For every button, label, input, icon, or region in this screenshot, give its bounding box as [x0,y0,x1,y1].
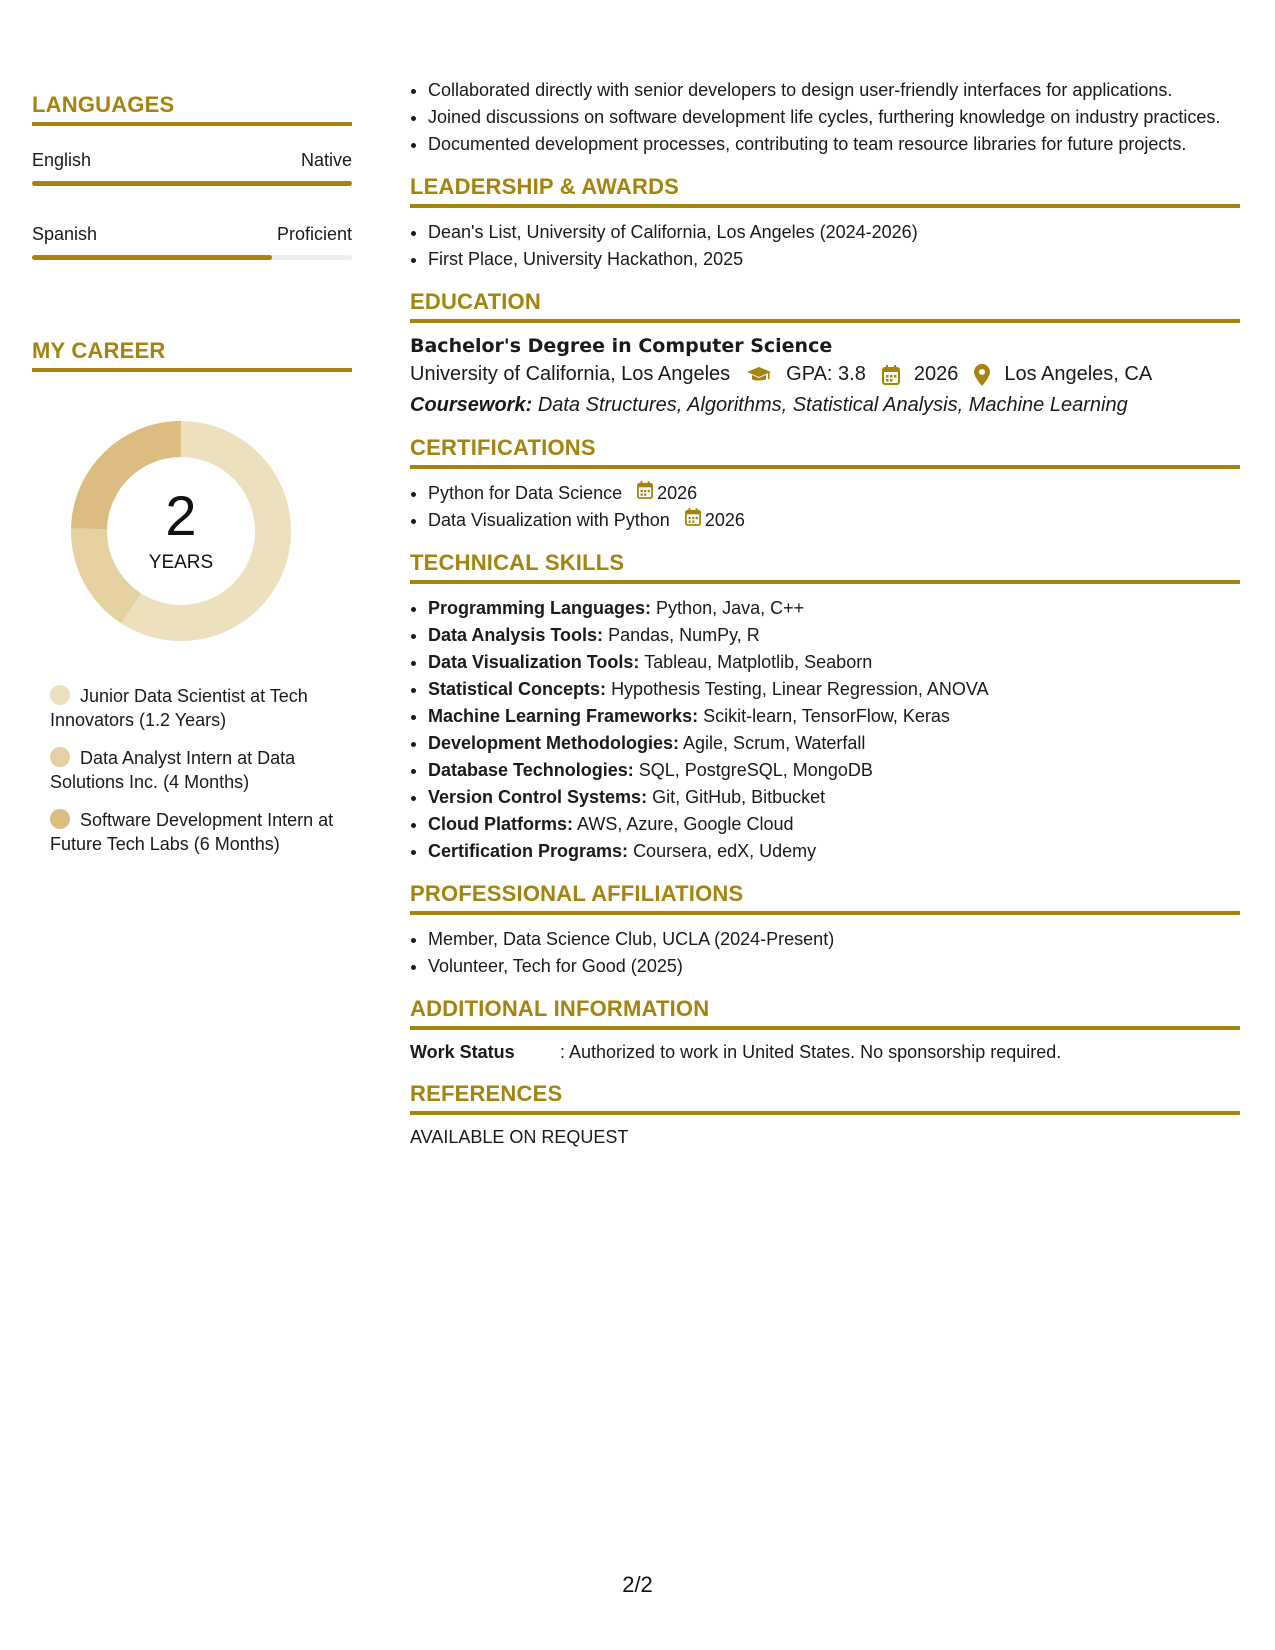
page-number: 2/2 [622,1572,653,1597]
certifications-heading: CERTIFICATIONS [410,435,1240,469]
skill-label: Development Methodologies: [428,733,680,753]
skill-label: Programming Languages: [428,598,652,618]
references-heading: REFERENCES [410,1081,1240,1115]
skill-value: Agile, Scrum, Waterfall [683,733,866,753]
education-entry [410,335,1240,417]
skill-value: Tableau, Matplotlib, Seaborn [644,652,873,672]
calendar-icon [882,365,900,385]
list-item: • Joined discussions on software development life cycles, furthering knowledge on industry practices. [428,105,1240,129]
career-legend-label: Data Analyst Intern at Data Solutions Inc. (4 Months) [50,748,296,792]
graduation-cap-icon [746,366,772,384]
list-item [428,596,1240,620]
left-column [32,92,352,870]
skill-value: AWS, Azure, Google Cloud [577,814,794,834]
list-item: • First Place, University Hackathon, 2025 [428,247,1240,271]
career-legend [50,684,340,856]
list-item: • Volunteer, Tech for Good (2025) [428,954,1240,978]
leadership-list [410,220,1240,271]
list-item: • Collaborated directly with senior developers to design user-friendly interfaces for applications. [428,78,1240,102]
skill-value: Coursera, edX, Udemy [633,841,817,861]
language-item [32,150,352,186]
list-item [428,704,1240,728]
list-item [428,623,1240,647]
skills-heading: TECHNICAL SKILLS [410,550,1240,584]
skill-label: Data Analysis Tools: [428,625,604,645]
career-legend-item [50,684,340,732]
language-bar [32,181,352,186]
legend-dot [50,747,70,767]
coursework-label: Coursework: [410,394,533,416]
certification-date [685,508,745,532]
certifications-list [410,481,1240,532]
skill-label: Cloud Platforms: [428,814,574,834]
skill-label: Certification Programs: [428,841,629,861]
career-total-number: 2 [165,484,197,547]
language-bar [32,255,352,260]
references-text: AVAILABLE ON REQUEST [410,1127,629,1147]
calendar-icon [685,508,701,532]
calendar-icon [637,481,653,505]
list-item [428,508,1240,532]
list-item: • Dean's List, University of California, Los Angeles (2024-2026) [428,220,1240,244]
list-item: • Documented development processes, contributing to team resource libraries for future projects. [428,132,1240,156]
skill-value: Pandas, NumPy, R [608,625,760,645]
skill-label: Version Control Systems: [428,787,648,807]
list-item [428,677,1240,701]
career-legend-label: Junior Data Scientist at Tech Innovators (1.2 Years) [50,686,308,730]
language-name: Spanish [32,224,98,244]
education-degree: Bachelor's Degree in Computer Science [410,335,833,357]
legend-dot [50,809,70,829]
donut-center [66,416,296,646]
skill-value: Python, Java, C++ [656,598,805,618]
work-status-row [410,1042,1240,1063]
certification-name: Data Visualization with Python [428,510,670,530]
affiliations-list [410,927,1240,978]
certification-date [637,481,697,505]
work-status-label: Work Status [410,1042,515,1062]
list-item [428,839,1240,863]
languages-heading: LANGUAGES [32,92,352,126]
education-gpa: GPA: 3.8 [786,363,866,385]
career-donut-chart [66,416,296,646]
education-year: 2026 [913,363,959,385]
skill-label: Database Technologies: [428,760,634,780]
map-pin-icon [974,364,990,386]
skill-value: Git, GitHub, Bitbucket [652,787,826,807]
leadership-heading: LEADERSHIP & AWARDS [410,174,1240,208]
career-legend-item [50,746,340,794]
language-name: English [32,150,92,170]
skill-label: Data Visualization Tools: [428,652,640,672]
right-column [410,78,1240,1148]
certification-year: 2026 [704,510,745,530]
career-heading: MY CAREER [32,338,352,372]
list-item [428,481,1240,505]
education-coursework [410,394,1240,417]
skill-value: Hypothesis Testing, Linear Regression, ANOVA [611,679,989,699]
education-school: University of California, Los Angeles [410,363,731,385]
list-item: • Member, Data Science Club, UCLA (2024-Present) [428,927,1240,951]
affiliations-heading: PROFESSIONAL AFFILIATIONS [410,881,1240,915]
list-item [428,650,1240,674]
language-bar-fill [32,181,352,186]
education-heading: EDUCATION [410,289,1240,323]
career-legend-item [50,808,340,856]
experience-bullet-list [410,78,1240,156]
list-item [428,758,1240,782]
skill-label: Statistical Concepts: [428,679,607,699]
skill-value: Scikit-learn, TensorFlow, Keras [703,706,950,726]
certification-year: 2026 [657,483,698,503]
certification-name: Python for Data Science [428,483,623,503]
education-location: Los Angeles, CA [1004,363,1153,385]
career-legend-label: Software Development Intern at Future Tech Labs (6 Months) [50,810,334,854]
language-level: Proficient [276,224,352,244]
career-total-unit: YEARS [148,552,214,573]
skill-value: SQL, PostgreSQL, MongoDB [638,760,873,780]
language-bar-fill [32,255,272,260]
coursework-list: Data Structures, Algorithms, Statistical Analysis, Machine Learning [537,394,1128,416]
work-status-value: : Authorized to work in United States. No sponsorship required. [560,1042,1062,1062]
skill-label: Machine Learning Frameworks: [428,706,699,726]
list-item [428,785,1240,809]
education-details [410,363,1240,386]
skills-list [410,596,1240,863]
language-level: Native [300,150,352,170]
language-item [32,224,352,260]
list-item [428,812,1240,836]
additional-info-heading: ADDITIONAL INFORMATION [410,996,1240,1030]
legend-dot [50,685,70,705]
list-item [428,731,1240,755]
